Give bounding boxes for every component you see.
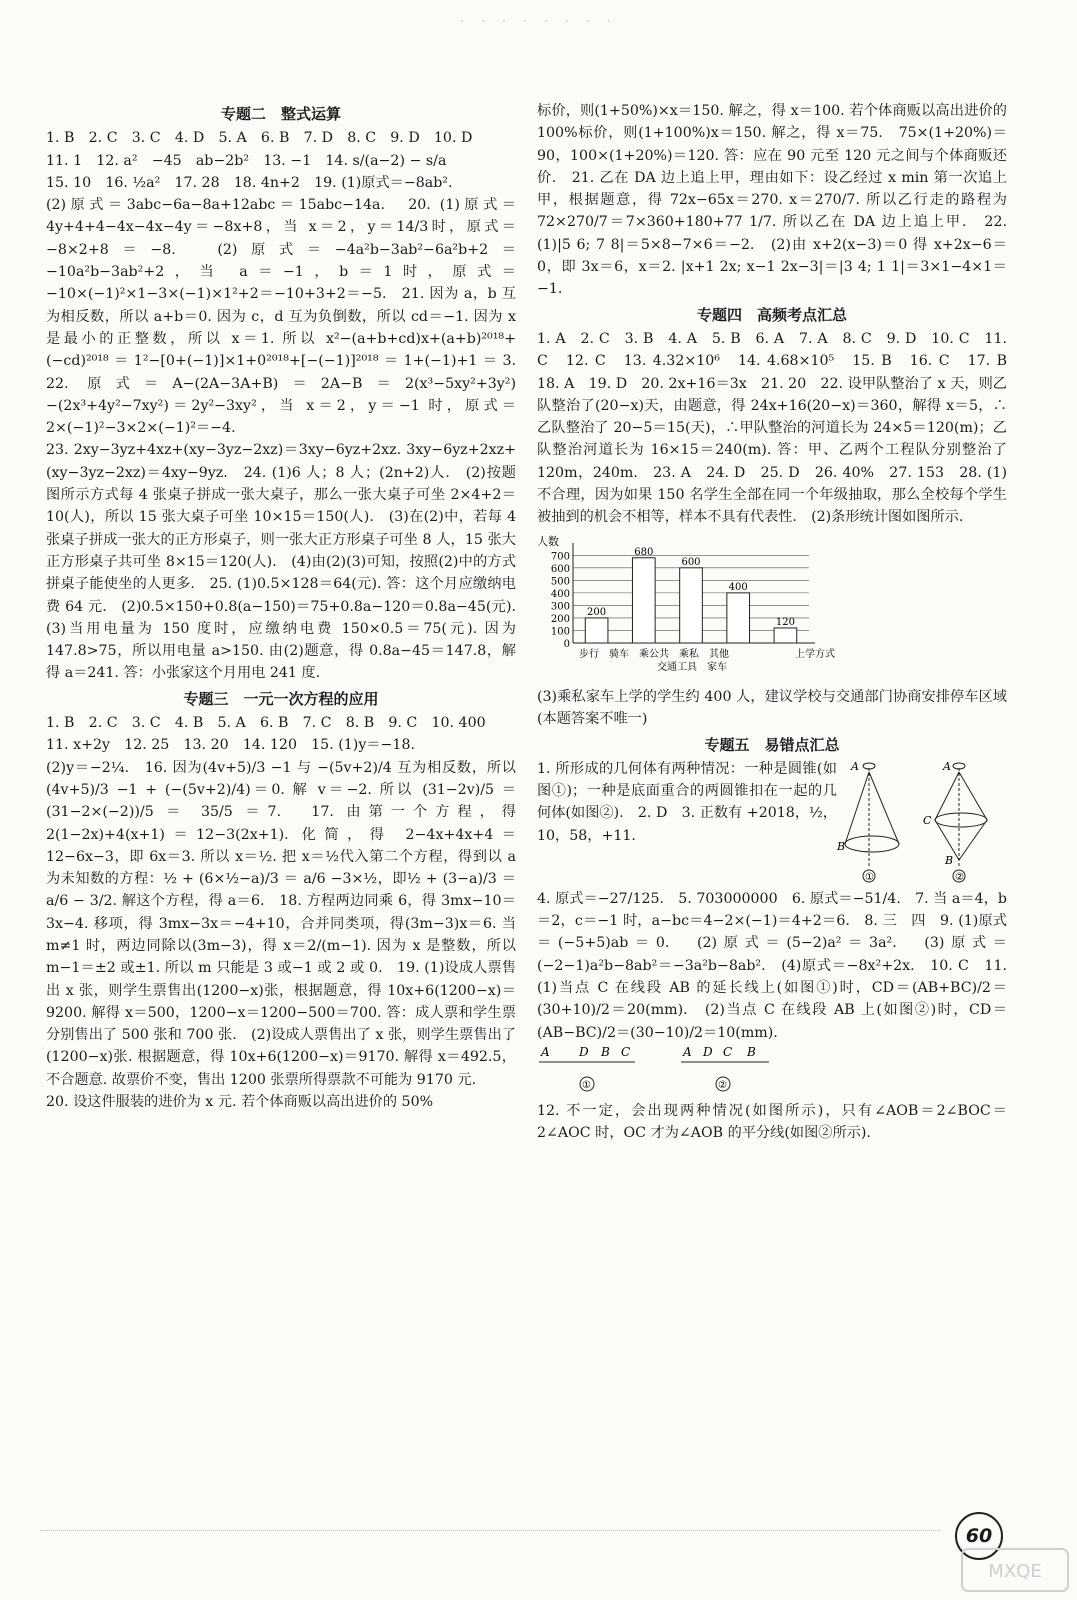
segment-figures-svg <box>537 1044 837 1100</box>
seg2-label: D <box>703 1044 713 1059</box>
chart-bar <box>585 618 608 643</box>
section5-answer-para: 4. 原式＝−27/125. 5. 703000000 6. 原式＝−51/4. 7. 当 a＝4，b＝2，c＝−1 时，a−bc＝4−2×(−1)＝4+2＝6. 8. 三 四 9. (1)原式＝(−5+5)ab＝0. (2)原式＝(5−2)a²＝3a². (3)原式＝(−2−1)a²b−8ab²＝−3a²b−8ab². (4)原式＝−8x²+2x. 10. C 11. (1)当点 C 在线段 AB 的延长线上(如图①)时，CD＝(AB+BC)/2＝(30+10)/2＝20(mm). (2)当点 C 在线段 AB 上(如图②)时，CD＝(AB−BC)/2＝(30−10)/2＝10(mm). <box>537 890 1007 1041</box>
chart-data-label: 600 <box>681 556 701 568</box>
chart-note: (3)乘私家车上学的学生约 400 人，建议学校与交通部门协商安排停车区域(本题答案不唯一) <box>537 688 1007 728</box>
chart-ytick-label: 600 <box>550 563 570 575</box>
watermark-logo <box>960 1545 1070 1595</box>
page-number: 60 <box>955 1512 1003 1560</box>
section5-title: 专题五 易错点汇总 <box>704 735 840 754</box>
bar-chart-svg <box>537 534 835 675</box>
section5-figure-block <box>537 758 1007 888</box>
svg-text:MXQE: MXQE <box>988 1561 1042 1582</box>
chart-ytick-label: 0 <box>563 638 570 650</box>
cone2-label-a: A <box>943 759 951 773</box>
segment-figure-1 <box>539 1045 635 1091</box>
cones-figure <box>837 758 1002 886</box>
section2-answer-line: 15. 10 16. ½a² 17. 28 18. 4n+2 19. (1)原式＝−8ab². <box>46 174 453 191</box>
chart-bar <box>680 567 703 642</box>
top-faint-banner: · · · · · · · · <box>460 14 617 30</box>
seg2-label: B <box>747 1044 756 1059</box>
cone1-label-a: A <box>851 759 859 773</box>
section3-answer-line: 20. 设这件服装的进价为 x 元. 若个体商贩以高出进价的 50% <box>46 1094 434 1111</box>
chart-category-labels: 步行 骑车 乘公共 乘私 其他 <box>579 648 729 660</box>
chart-bar <box>632 557 655 642</box>
left-column <box>46 100 531 1113</box>
section5-figure-text: 1. 所形成的几何体有两种情况：一种是圆锥(如图①)；一种是底面重合的两圆锥扣在一起的几何体(如图②). 2. D 3. 正数有 +2018，½，10，58，+11. <box>537 760 837 844</box>
cone1-fig-num: ① <box>865 871 874 883</box>
cone-figure-1 <box>836 760 899 883</box>
segment-figures <box>537 1044 1007 1100</box>
chart-ytick-label: 700 <box>550 550 570 562</box>
section3-answer-line: 11. x+2y 12. 25 13. 20 14. 120 15. (1)y＝−18. <box>46 737 415 754</box>
seg2-label: C <box>723 1044 733 1059</box>
section3-title: 专题三 一元一次方程的应用 <box>183 689 379 708</box>
seg1-label: D <box>579 1044 589 1059</box>
cone2-label-c: C <box>923 813 932 827</box>
footer-divider <box>40 1530 940 1531</box>
section2-title: 专题二 整式运算 <box>220 105 341 123</box>
chart-data-label: 120 <box>775 616 795 628</box>
chart-ytick-label: 500 <box>550 575 570 587</box>
section3-answer-line: 1. B 2. C 3. C 4. B 5. A 6. B 7. C 8. B 9. C 10. 400 <box>46 715 486 732</box>
chart-data-label: 200 <box>587 606 607 618</box>
section4-title: 专题四 高频考点汇总 <box>696 305 847 324</box>
section3-answer-para: (2)y＝−2¼. 16. 因为(4v+5)/3 −1 与 −(5v+2)/4 互为相反数，所以(4v+5)/3 −1 + (−(5v+2)/4)＝0. 解 v＝−2. 所以 (31−2v)/5 ＝ (31−2×(−2))/5 ＝ 35/5 ＝7. 17. 由第一个方程，得 2(1−2x)+4(x+1)＝12−3(2x+1). 化简，得 2−4x+4x+4＝12−6x−3，即 6x＝3. 所以 x＝½. 把 x＝½代入第二个方程，得到以 a 为未知数的方程：½ + (6×½−a)/3 ＝ a/6 −3×½，即½ + (3−a)/3 ＝ a/6 − 3/2. 解这个方程，得 a＝6. 18. 方程两边同乘 6，得 3mx−10＝3x−4. 移项，得 3mx−3x＝−4+10，合并同类项，得(3m−3)x＝6. 当 m≠1 时，两边同除以(3m−3)，得 x＝2/(m−1). 因为 x 是整数，所以 m−1＝±2 或±1. 所以 m 只能是 3 或−1 或 2 或 0. 19. (1)设成人票售出 x 张，则学生票售出(1200−x)张，根据题意，得 10x+6(1200−x)＝9200. 解得 x＝500，1200−x＝1200−500＝700. 答：成人票和学生票分别售出了 500 张和 700 张. (2)设成人票售出了 x 张，则学生票售出了(1200−x)张. 根据题意，得 10x+6(1200−x)＝9170. 解得 x＝492.5，不合题意. 故票价不变，售出 1200 张票所得票款不可能为 9170 元. <box>46 759 516 1088</box>
cone2-label-b: B <box>945 853 954 867</box>
segment-figure-2 <box>681 1045 769 1091</box>
seg1-label: A <box>541 1044 550 1059</box>
chart-bar <box>727 593 750 643</box>
section2-answer-line: 1. B 2. C 3. C 4. D 5. A 6. B 7. D 8. C 9. D 10. D <box>46 130 473 147</box>
section4-answer-para: 1. A 2. C 3. B 4. A 5. B 6. A 7. A 8. C 9. D 10. C 11. C 12. C 13. 4.32×10⁶ 14. 4.68×10⁵ 15. B 16. C 17. B 18. A 19. D 20. 2x+16＝3x 21. 20 22. 设甲队整治了 x 天，则乙队整治了(20−x)天，由题意，得 24x+16(20−x)＝360，解得 x＝5，∴乙队整治了 20−5＝15(天)，∴甲队整治的河道长为 24×5＝120(m)；乙队整治河道长为 16×15＝240(m). 答：甲、乙两个工程队分别整治了 120m，240m. 23. A 24. D 25. D 26. 40% 27. 153 28. (1)不合理，因为如果 150 名学生全部在同一个年级抽取，那么全校每个学生被抽到的机会不相等，样本不具有代表性. (2)条形统计图如图所示. <box>537 330 1022 526</box>
cone-figure-2 <box>923 760 987 883</box>
seg1-label: C <box>621 1044 631 1059</box>
chart-ytick-label: 100 <box>550 626 570 638</box>
section2-answer-para: (2)原式＝3abc−6a−8a+12abc＝15abc−14a. 20. (1)原式＝4y+4+4−4x−4x−4y＝−8x+8，当 x＝2，y＝14/3时，原式＝−8×2+8＝−8. (2)原式＝−4a²b−3ab²−6a²b+2＝−10a²b−3ab²+2，当 a＝−1，b＝1时，原式＝−10×(−1)²×1−3×(−1)×1²+2＝−10+3+2＝−5. 21. 因为 a，b 互为相反数，所以 a+b＝0. 因为 c，d 互为负倒数，所以 cd＝−1. 因为 x 是最小的正整数，所以 x＝1. 所以 x²−(a+b+cd)x+(a+b)²⁰¹⁸+(−cd)²⁰¹⁸＝1²−[0+(−1)]×1+0²⁰¹⁸+[−(−1)]²⁰¹⁸＝1+(−1)+1＝3. 22. 原式＝A−(2A−3A+B)＝2A−B＝2(x³−5xy²+3y²)−(2x³+4y²−7xy²)＝2y²−3xy²，当 x＝2，y＝−1 时，原式＝2×(−1)²−3×2×(−1)²＝−4. <box>46 197 531 437</box>
seg1-label: B <box>601 1044 610 1059</box>
section5-answer-para: 12. 不一定，会出现两种情况(如图所示)，只有∠AOB＝2∠BOC＝2∠AOC 时，OC 才为∠AOB 的平分线(如图②所示). <box>537 1102 1007 1142</box>
chart-ylabel: 人数 <box>537 534 559 548</box>
right-column <box>537 100 1022 1145</box>
chart-category-labels-line2: 交通工具 家车 <box>657 661 727 673</box>
section2-answer-line: 11. 1 12. a² −45 ab−2b² 13. −1 14. s/(a−2) − s/a <box>46 152 447 169</box>
chart-ytick-label: 300 <box>550 601 570 613</box>
seg2-fig-num: ② <box>718 1079 727 1091</box>
section2-answer-para: 23. 2xy−3yz+4xz+(xy−3yz−2xz)＝3xy−6yz+2xz. 3xy−6yz+2xz+(xy−3yz−2xz)＝4xy−9yz. 24. (1)6 人；8 人；(2n+2)人. (2)按题图所示方式每 4 张桌子拼成一张大桌子，那么一张大桌子可坐 2×4+2＝10(人)，所以 15 张大桌子可坐 10×15＝150(人). (3)在(2)中，若每 4 张桌子拼成一张大的正方形桌子，则一张大正方形桌子可坐 8 人，15 张大正方形桌子共可坐 8×15＝120(人). (4)由(2)(3)可知，按照(2)中的方式拼桌子能使坐的人更多. 25. (1)0.5×128＝64(元). 答：这个月应缴纳电费 64 元. (2)0.5×150+0.8(a−150)＝75+0.8a−120＝0.8a−45(元). (3)当用电量为 150 度时，应缴纳电费 150×0.5＝75(元). 因为 147.8>75，所以用电量 a>150. 由(2)题意，得 0.8a−45＝147.8，解得 a＝241. 答：小张家这个月用电 241 度. <box>46 442 531 682</box>
bar-chart <box>537 535 1007 682</box>
cone2-fig-num: ② <box>955 871 964 883</box>
chart-xlabel: 上学方式 <box>795 648 835 660</box>
chart-bar <box>774 628 797 643</box>
chart-data-label: 680 <box>634 546 654 558</box>
chart-data-label: 400 <box>728 581 748 593</box>
seg1-fig-num: ① <box>582 1079 591 1091</box>
continued-answer-para: 标价，则(1+50%)×x＝150. 解之，得 x＝100. 若个体商贩以高出进价的 100%标价，则(1+100%)x＝150. 解之，得 x＝75. 75×(1+20%)＝90，100×(1+20%)＝120. 答：应在 90 元至 120 元之间与个体商贩还价. 21. 乙在 DA 边上追上甲，理由如下：设乙经过 x min 第一次追上甲，根据题意，得 72x−65x＝270. x＝270/7. 所以乙行走的路程为 72×270/7＝7×360+180+77 1/7. 所以乙在 DA 边上追上甲. 22. (1)|5 6; 7 8|＝5×8−7×6＝−2. (2)由 x+2(x−3)＝0 得 x+2x−6＝0，即 3x＝6，x＝2. |x+1 2x; x−1 2x−3|＝|3 4; 1 1|＝3×1−4×1＝−1. <box>537 103 1007 298</box>
chart-ytick-label: 400 <box>550 588 570 600</box>
seg2-label: A <box>683 1044 692 1059</box>
cone1-label-b: B <box>837 839 846 853</box>
chart-ytick-label: 200 <box>550 613 570 625</box>
